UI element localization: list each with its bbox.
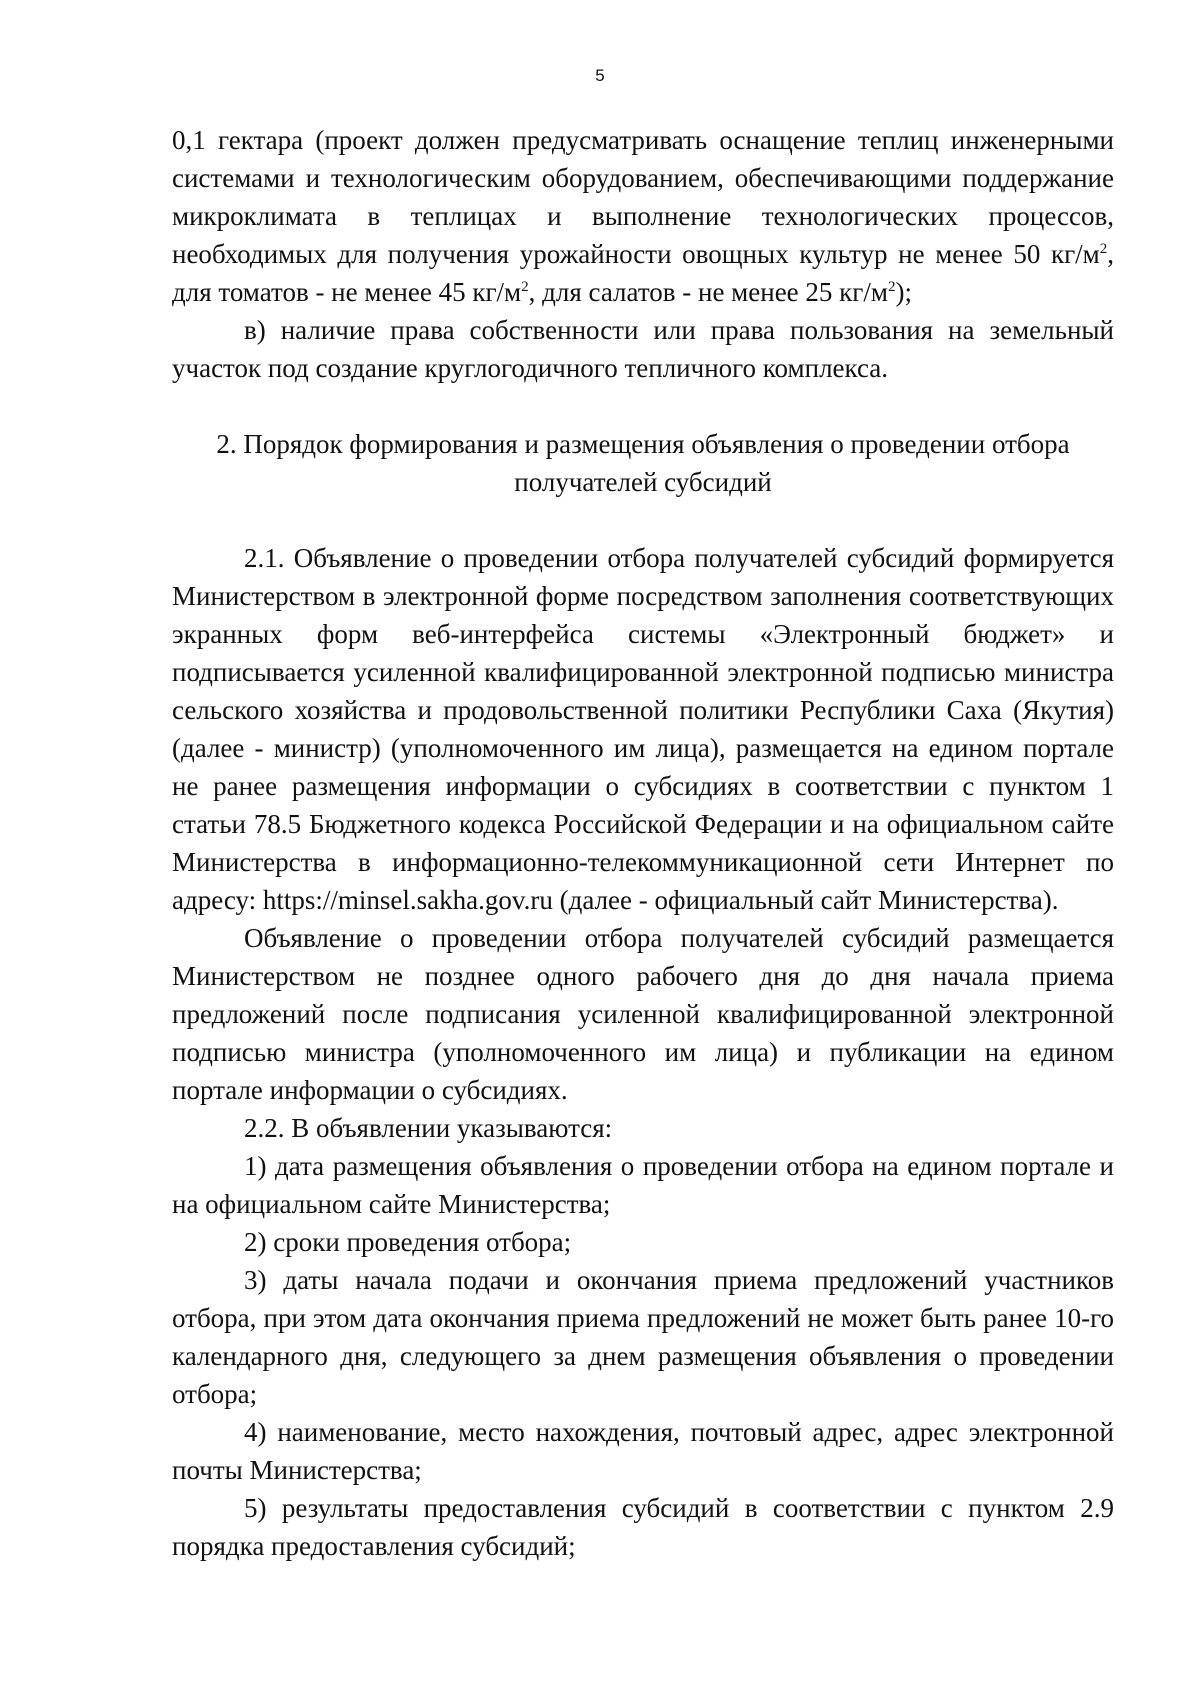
list-item-5: 5) результаты предоставления субсидий в соответствии с пунктом 2.9 порядка предоставления субсидий; xyxy=(172,1493,1114,1561)
list-item-4: 4) наименование, место нахождения, почтовый адрес, адрес электронной почты Министерства; xyxy=(172,1417,1114,1485)
intro-text-2: , для томатов - не менее 45 кг/м xyxy=(172,239,1114,307)
document-body xyxy=(172,121,1114,1565)
superscript-3: 2 xyxy=(887,279,896,295)
page-number: 5 xyxy=(595,66,605,85)
intro-text-4: ); xyxy=(895,277,912,307)
superscript-1: 2 xyxy=(1099,241,1108,257)
list-item-1: 1) дата размещения объявления о проведении отбора на едином портале и на официальном сайте Министерства; xyxy=(172,1151,1114,1219)
superscript-2: 2 xyxy=(521,279,529,295)
item-v-paragraph: в) наличие права собственности или права пользования на земельный участок под создание круглогодичного тепличного комплекса. xyxy=(172,315,1114,383)
list-item-2: 2) сроки проведения отбора; xyxy=(244,1227,572,1257)
list-item-3: 3) даты начала подачи и окончания приема предложений участников отбора, при этом дата окончания приема предложений не может быть ранее 10-го календарного дня, следующего за днем размещения объявления о проведении отбора; xyxy=(172,1265,1114,1409)
section-2-title xyxy=(172,425,1114,501)
paragraph-2-1: 2.1. Объявление о проведении отбора получателей субсидий формируется Министерством в электронной форме посредством заполнения соответствующих экранных форм веб-интерфейса системы «Электронный бюджет» и подписывается усиленной квалифицированной электронной подписью министра сельского хозяйства и продовольственной политики Республики Саха (Якутия) (далее - министр) (уполномоченного им лица), размещается на едином портале не ранее размещения информации о субсидиях в соответствии с пунктом 1 статьи 78.5 Бюджетного кодекса Российской Федерации и на официальном сайте Министерства в информационно-телекоммуникационной сети Интернет по адресу: https://minsel.sakha.gov.ru (далее - официальный сайт Министерства). xyxy=(172,543,1114,915)
section-2-title-line-1: 2. Порядок формирования и размещения объявления о проведении отбора xyxy=(216,429,1070,459)
section-2-title-line-2: получателей субсидий xyxy=(514,467,772,497)
paragraph-announcement: Объявление о проведении отбора получателей субсидий размещается Министерством не позднее одного рабочего дня до дня начала приема предложений после подписания усиленной квалифицированной электронной подписью министра (уполномоченного им лица) и публикации на едином портале информации о субсидиях. xyxy=(172,923,1114,1105)
intro-text-1: 0,1 гектара (проект должен предусматривать оснащение теплиц инженерными системами и технологическим оборудованием, обеспечивающими поддержание микроклимата в теплицах и выполнение технологических процессов, необходимых для получения урожайности овощных культур не менее 50 кг/м xyxy=(172,125,1114,269)
intro-paragraph xyxy=(172,121,1114,311)
intro-text-3: , для салатов - не менее 25 кг/м xyxy=(528,277,888,307)
paragraph-2-2: 2.2. В объявлении указываются: xyxy=(244,1113,613,1143)
